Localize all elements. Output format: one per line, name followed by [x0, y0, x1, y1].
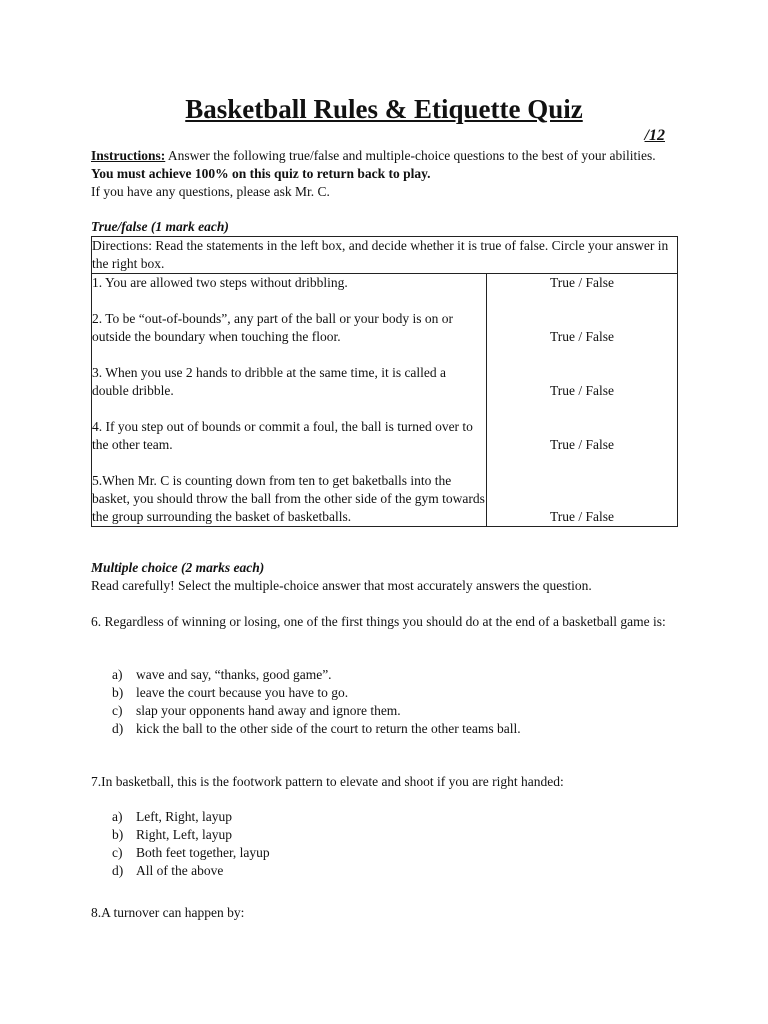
question-7-options [112, 808, 270, 880]
option-key: d) [112, 721, 124, 736]
statement-1: 1. You are allowed two steps without dribbling. [92, 275, 348, 290]
answer-5[interactable]: True / False [549, 509, 614, 524]
statements-cell [92, 274, 487, 527]
option-text: slap your opponents hand away and ignore them. [136, 703, 401, 718]
option-key: a) [112, 667, 123, 682]
directions-cell [92, 237, 678, 274]
question-7-option-b[interactable] [112, 826, 270, 844]
answer-4[interactable]: True / False [549, 437, 614, 452]
question-6-option-a[interactable] [112, 666, 521, 684]
instructions-questions-note: If you have any questions, please ask Mr. C. [91, 184, 330, 199]
question-6-option-b[interactable] [112, 684, 521, 702]
question-7: 7.In basketball, this is the footwork pattern to elevate and shoot if you are right handed: [91, 774, 564, 789]
question-6: 6. Regardless of winning or losing, one of the first things you should do at the end of a basketball game is: [91, 614, 666, 629]
question-7-option-d[interactable] [112, 862, 270, 880]
statement-2: 2. To be “out-of-bounds”, any part of the ball or your body is on or outside the boundary when touching the floor. [92, 311, 453, 344]
answer-3[interactable]: True / False [549, 383, 614, 398]
option-text: wave and say, “thanks, good game”. [136, 667, 332, 682]
option-text: leave the court because you have to go. [136, 685, 349, 700]
question-6-option-d[interactable] [112, 720, 521, 738]
question-8: 8.A turnover can happen by: [91, 905, 245, 920]
option-text: Left, Right, layup [136, 809, 232, 824]
option-key: b) [112, 827, 124, 842]
instructions-text: Answer the following true/false and multiple-choice questions to the best of your abilities. [165, 148, 656, 163]
option-text: All of the above [136, 863, 224, 878]
statement-3: 3. When you use 2 hands to dribble at the same time, it is called a double dribble. [92, 365, 447, 398]
instructions-requirement: You must achieve 100% on this quiz to return back to play. [91, 166, 431, 181]
instructions-label: Instructions: [91, 148, 166, 163]
question-7-option-a[interactable] [112, 808, 270, 826]
option-text: kick the ball to the other side of the court to return the other teams ball. [136, 721, 521, 736]
answer-2[interactable]: True / False [549, 329, 614, 344]
option-text: Both feet together, layup [136, 845, 270, 860]
question-6-options [112, 666, 521, 738]
option-key: d) [112, 863, 124, 878]
true-false-heading: True/false (1 mark each) [91, 219, 229, 234]
option-key: b) [112, 685, 124, 700]
answer-1[interactable]: True / False [549, 275, 614, 290]
multiple-choice-heading: Multiple choice (2 marks each) [91, 560, 265, 575]
directions-text: Directions: Read the statements in the left box, and decide whether it is true of false. Circle your answer in the right box. [92, 238, 669, 271]
instructions [91, 147, 681, 201]
option-key: a) [112, 809, 123, 824]
total-score: /12 [644, 127, 665, 144]
true-false-table [91, 236, 678, 527]
question-7-option-c[interactable] [112, 844, 270, 862]
question-6-option-c[interactable] [112, 702, 521, 720]
quiz-title: Basketball Rules & Etiquette Quiz [185, 94, 583, 124]
option-text: Right, Left, layup [136, 827, 232, 842]
statement-5: 5.When Mr. C is counting down from ten to get baketballs into the basket, you should throw the ball from the other side of the gym towards the group surrounding the basket of basketballs. [92, 473, 485, 524]
multiple-choice-instruction: Read carefully! Select the multiple-choice answer that most accurately answers the question. [91, 578, 592, 593]
answers-cell [487, 274, 678, 527]
option-key: c) [112, 845, 123, 860]
statement-4: 4. If you step out of bounds or commit a foul, the ball is turned over to the other team. [92, 419, 473, 452]
option-key: c) [112, 703, 123, 718]
